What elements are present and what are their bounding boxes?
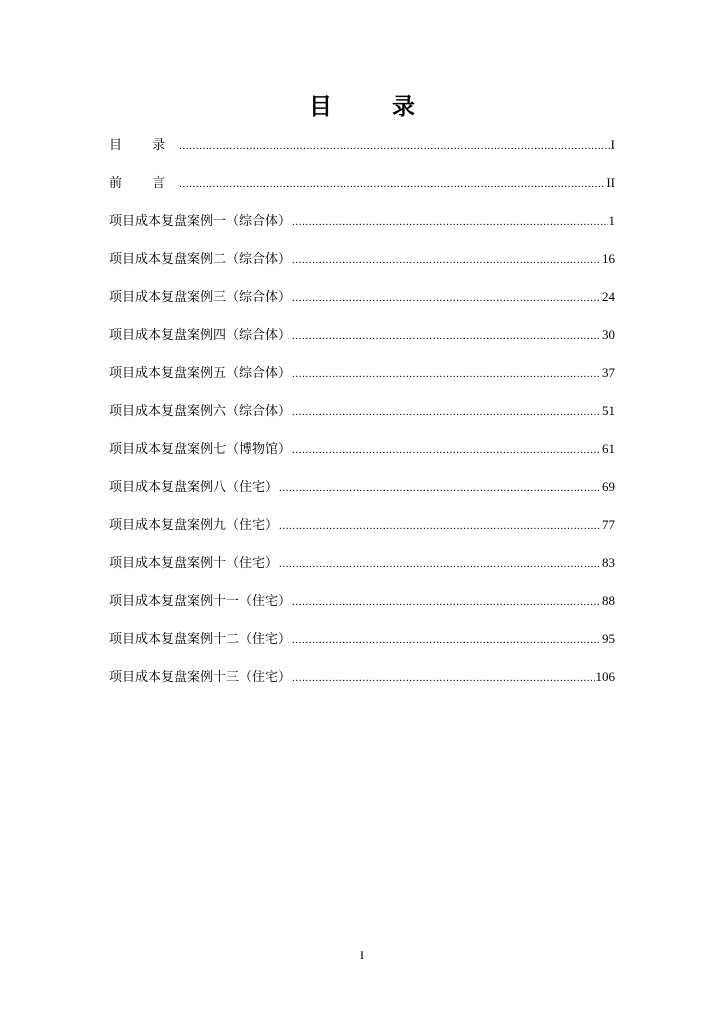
toc-entry-case-5[interactable] (109, 362, 615, 400)
toc-dot-leader (292, 629, 601, 651)
toc-entry-page: 1 (608, 213, 615, 228)
toc-entry-label: 项目成本复盘案例三（综合体） (109, 290, 292, 305)
toc-dot-leader (292, 591, 601, 613)
toc-entry-label: 项目成本复盘案例十三（住宅） (109, 670, 292, 685)
toc-dot-leader (292, 211, 607, 233)
toc-entry-label: 项目成本复盘案例八（住宅） (109, 480, 279, 495)
toc-entry-label: 目 录 (109, 138, 179, 153)
toc-entry-label: 项目成本复盘案例五（综合体） (109, 366, 292, 381)
toc-entry-label: 项目成本复盘案例四（综合体） (109, 328, 292, 343)
toc-entry-label: 项目成本复盘案例七（博物馆） (109, 442, 292, 457)
table-of-contents (109, 134, 615, 704)
toc-entry-page: II (606, 175, 615, 190)
toc-entry-case-13[interactable] (109, 666, 615, 704)
toc-entry-page: 61 (602, 441, 615, 456)
toc-dot-leader (292, 363, 601, 385)
toc-entry-page: 77 (602, 517, 615, 532)
toc-entry-page: 51 (602, 403, 615, 418)
toc-entry-page: 88 (602, 593, 615, 608)
toc-dot-leader (292, 439, 601, 461)
toc-entry-case-10[interactable] (109, 552, 615, 590)
toc-dot-leader (292, 401, 601, 423)
toc-entry-page: 106 (595, 669, 615, 684)
toc-entry-label: 项目成本复盘案例十二（住宅） (109, 632, 292, 647)
toc-entry-page: 16 (602, 251, 615, 266)
toc-entry-contents[interactable] (109, 134, 615, 172)
toc-entry-case-7[interactable] (109, 438, 615, 476)
toc-entry-case-3[interactable] (109, 286, 615, 324)
toc-dot-leader (179, 135, 610, 157)
toc-entry-label: 项目成本复盘案例一（综合体） (109, 214, 292, 229)
toc-entry-case-12[interactable] (109, 628, 615, 666)
page-title: 目 录 (308, 94, 441, 120)
toc-dot-leader (292, 325, 601, 347)
toc-entry-page: 83 (602, 555, 615, 570)
toc-entry-page: 95 (602, 631, 615, 646)
toc-entry-page: 30 (602, 327, 615, 342)
toc-dot-leader (279, 553, 601, 575)
toc-dot-leader (292, 287, 601, 309)
toc-entry-case-8[interactable] (109, 476, 615, 514)
toc-entry-case-2[interactable] (109, 248, 615, 286)
toc-entry-page: 37 (602, 365, 615, 380)
toc-entry-page: 69 (602, 479, 615, 494)
toc-dot-leader (292, 249, 601, 271)
toc-entry-preface[interactable] (109, 172, 615, 210)
toc-entry-case-9[interactable] (109, 514, 615, 552)
toc-dot-leader (179, 173, 605, 195)
toc-entry-case-11[interactable] (109, 590, 615, 628)
toc-dot-leader (279, 477, 601, 499)
toc-entry-case-1[interactable] (109, 210, 615, 248)
toc-entry-label: 项目成本复盘案例九（住宅） (109, 518, 279, 533)
toc-entry-label: 项目成本复盘案例六（综合体） (109, 404, 292, 419)
toc-entry-case-6[interactable] (109, 400, 615, 438)
toc-entry-label: 项目成本复盘案例十（住宅） (109, 556, 279, 571)
toc-entry-label: 前 言 (109, 176, 179, 191)
toc-dot-leader (292, 667, 594, 689)
page-number: I (360, 948, 364, 962)
toc-entry-page: 24 (602, 289, 615, 304)
toc-entry-case-4[interactable] (109, 324, 615, 362)
toc-entry-label: 项目成本复盘案例二（综合体） (109, 252, 292, 267)
toc-entry-page: I (610, 137, 615, 152)
toc-entry-label: 项目成本复盘案例十一（住宅） (109, 594, 292, 609)
toc-dot-leader (279, 515, 601, 537)
